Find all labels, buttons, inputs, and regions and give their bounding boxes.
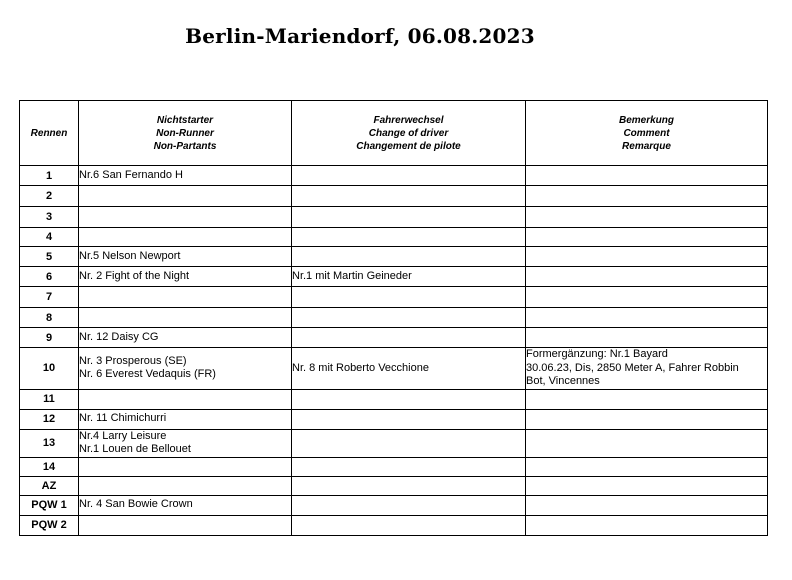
non-runner-table: [19, 100, 768, 536]
remark-entry: Formergänzung: Nr.1 Bayard: [526, 348, 668, 360]
driver-change-cell: [292, 348, 526, 390]
race-number-cell: PQW 1: [20, 495, 79, 515]
driver-change-cell: [292, 389, 526, 409]
driver-change-cell: [292, 409, 526, 429]
remark-cell: [526, 267, 768, 287]
non-runner-cell: [79, 389, 292, 409]
race-number-cell: 7: [20, 287, 79, 308]
driver-change-cell: [292, 166, 526, 186]
non-runner-entry: Nr.6 San Fernando H: [79, 168, 183, 181]
non-runner-cell: [79, 348, 292, 390]
non-runner-entry: Nr. 6 Everest Vedaquis (FR): [79, 368, 216, 381]
remark-cell: [526, 429, 768, 457]
driver-change-cell: [292, 247, 526, 267]
non-runner-entry: Nr. 12 Daisy CG: [79, 330, 159, 343]
race-number-cell: 11: [20, 389, 79, 409]
table-header-row: [20, 101, 768, 166]
non-runner-cell: [79, 515, 292, 535]
header-line-de: Nichtstarter: [156, 114, 214, 126]
race-number-cell: 14: [20, 457, 79, 476]
table-row: [20, 348, 768, 390]
remark-entry: Bot, Vincennes: [526, 375, 600, 387]
race-number-cell: 1: [20, 166, 79, 186]
race-number-cell: 6: [20, 267, 79, 287]
non-runner-cell: [79, 328, 292, 348]
header-line-fr: Non-Partants: [153, 140, 217, 152]
driver-change-entry: Nr. 8 mit Roberto Vecchione: [292, 361, 429, 374]
driver-change-cell: [292, 207, 526, 228]
header-line-en: Comment: [623, 127, 670, 139]
driver-change-cell: [292, 328, 526, 348]
race-number-cell: 13: [20, 429, 79, 457]
header-line-de: Bemerkung: [618, 114, 674, 126]
driver-change-cell: [292, 429, 526, 457]
driver-change-cell: [292, 476, 526, 495]
remark-cell: [526, 328, 768, 348]
table-row: [20, 495, 768, 515]
race-number-cell: AZ: [20, 476, 79, 495]
table-row: [20, 476, 768, 495]
remark-entry: 30.06.23, Dis, 2850 Meter A, Fahrer Robbin: [526, 361, 739, 374]
driver-change-entry: Nr.1 mit Martin Geineder: [292, 269, 412, 282]
page-title: Berlin-Mariendorf, 06.08.2023: [185, 24, 535, 48]
non-runner-cell: [79, 207, 292, 228]
non-runner-cell: [79, 495, 292, 515]
non-runner-cell: [79, 228, 292, 247]
header-line-fr: Changement de pilote: [356, 140, 461, 152]
remark-cell: [526, 495, 768, 515]
remark-cell: [526, 186, 768, 207]
non-runner-entry: Nr. 2 Fight of the Night: [79, 269, 190, 282]
remark-cell: [526, 166, 768, 186]
remark-cell: [526, 409, 768, 429]
non-runner-entry: Nr.5 Nelson Newport: [79, 249, 181, 262]
race-number-cell: 2: [20, 186, 79, 207]
remark-cell: [526, 247, 768, 267]
table-row: [20, 429, 768, 457]
remark-cell: [526, 348, 768, 390]
header-line-en: Change of driver: [368, 127, 449, 139]
table-row: [20, 515, 768, 535]
non-runner-cell: [79, 308, 292, 328]
non-runner-cell: [79, 166, 292, 186]
driver-change-cell: [292, 287, 526, 308]
remark-cell: [526, 207, 768, 228]
driver-change-column-header: [292, 101, 526, 166]
race-header-label: Rennen: [30, 127, 68, 139]
non-runner-cell: [79, 287, 292, 308]
table-row: [20, 457, 768, 476]
remark-cell: [526, 308, 768, 328]
remark-cell: [526, 389, 768, 409]
non-runner-cell: [79, 267, 292, 287]
race-number-cell: 4: [20, 228, 79, 247]
non-runner-entry: Nr. 4 San Bowie Crown: [79, 498, 193, 511]
header-line-fr: Remarque: [622, 140, 671, 152]
driver-change-cell: [292, 267, 526, 287]
race-number-cell: 12: [20, 409, 79, 429]
non-runner-entry: Nr.1 Louen de Bellouet: [79, 443, 191, 455]
header-line-de: Fahrerwechsel: [373, 114, 444, 126]
non-runner-cell: [79, 457, 292, 476]
race-number-cell: 8: [20, 308, 79, 328]
driver-change-cell: [292, 308, 526, 328]
table-row: [20, 166, 768, 186]
non-runner-cell: [79, 409, 292, 429]
non-runner-cell: [79, 429, 292, 457]
table-row: [20, 409, 768, 429]
table-row: [20, 267, 768, 287]
table-row: [20, 247, 768, 267]
remark-cell: [526, 457, 768, 476]
remark-column-header: [526, 101, 768, 166]
driver-change-cell: [292, 228, 526, 247]
table-row: [20, 228, 768, 247]
remark-cell: [526, 228, 768, 247]
remark-cell: [526, 476, 768, 495]
non-runner-entry: Nr. 11 Chimichurri: [79, 412, 167, 425]
race-number-cell: 9: [20, 328, 79, 348]
driver-change-cell: [292, 457, 526, 476]
non-runner-column-header: [79, 101, 292, 166]
race-column-header: [20, 101, 79, 166]
table-row: [20, 389, 768, 409]
non-runner-entry: Nr.4 Larry Leisure: [79, 429, 167, 442]
driver-change-cell: [292, 515, 526, 535]
non-runner-cell: [79, 186, 292, 207]
driver-change-cell: [292, 186, 526, 207]
race-number-cell: 10: [20, 348, 79, 390]
table-body: [20, 166, 768, 536]
table-row: [20, 207, 768, 228]
driver-change-cell: [292, 495, 526, 515]
table-row: [20, 186, 768, 207]
non-runner-entry: Nr. 3 Prosperous (SE): [79, 354, 187, 367]
remark-cell: [526, 287, 768, 308]
race-number-cell: PQW 2: [20, 515, 79, 535]
non-runner-cell: [79, 247, 292, 267]
table-row: [20, 328, 768, 348]
race-number-cell: 5: [20, 247, 79, 267]
table-row: [20, 308, 768, 328]
race-number-cell: 3: [20, 207, 79, 228]
remark-cell: [526, 515, 768, 535]
header-line-en: Non-Runner: [156, 127, 214, 139]
table-row: [20, 287, 768, 308]
non-runner-cell: [79, 476, 292, 495]
